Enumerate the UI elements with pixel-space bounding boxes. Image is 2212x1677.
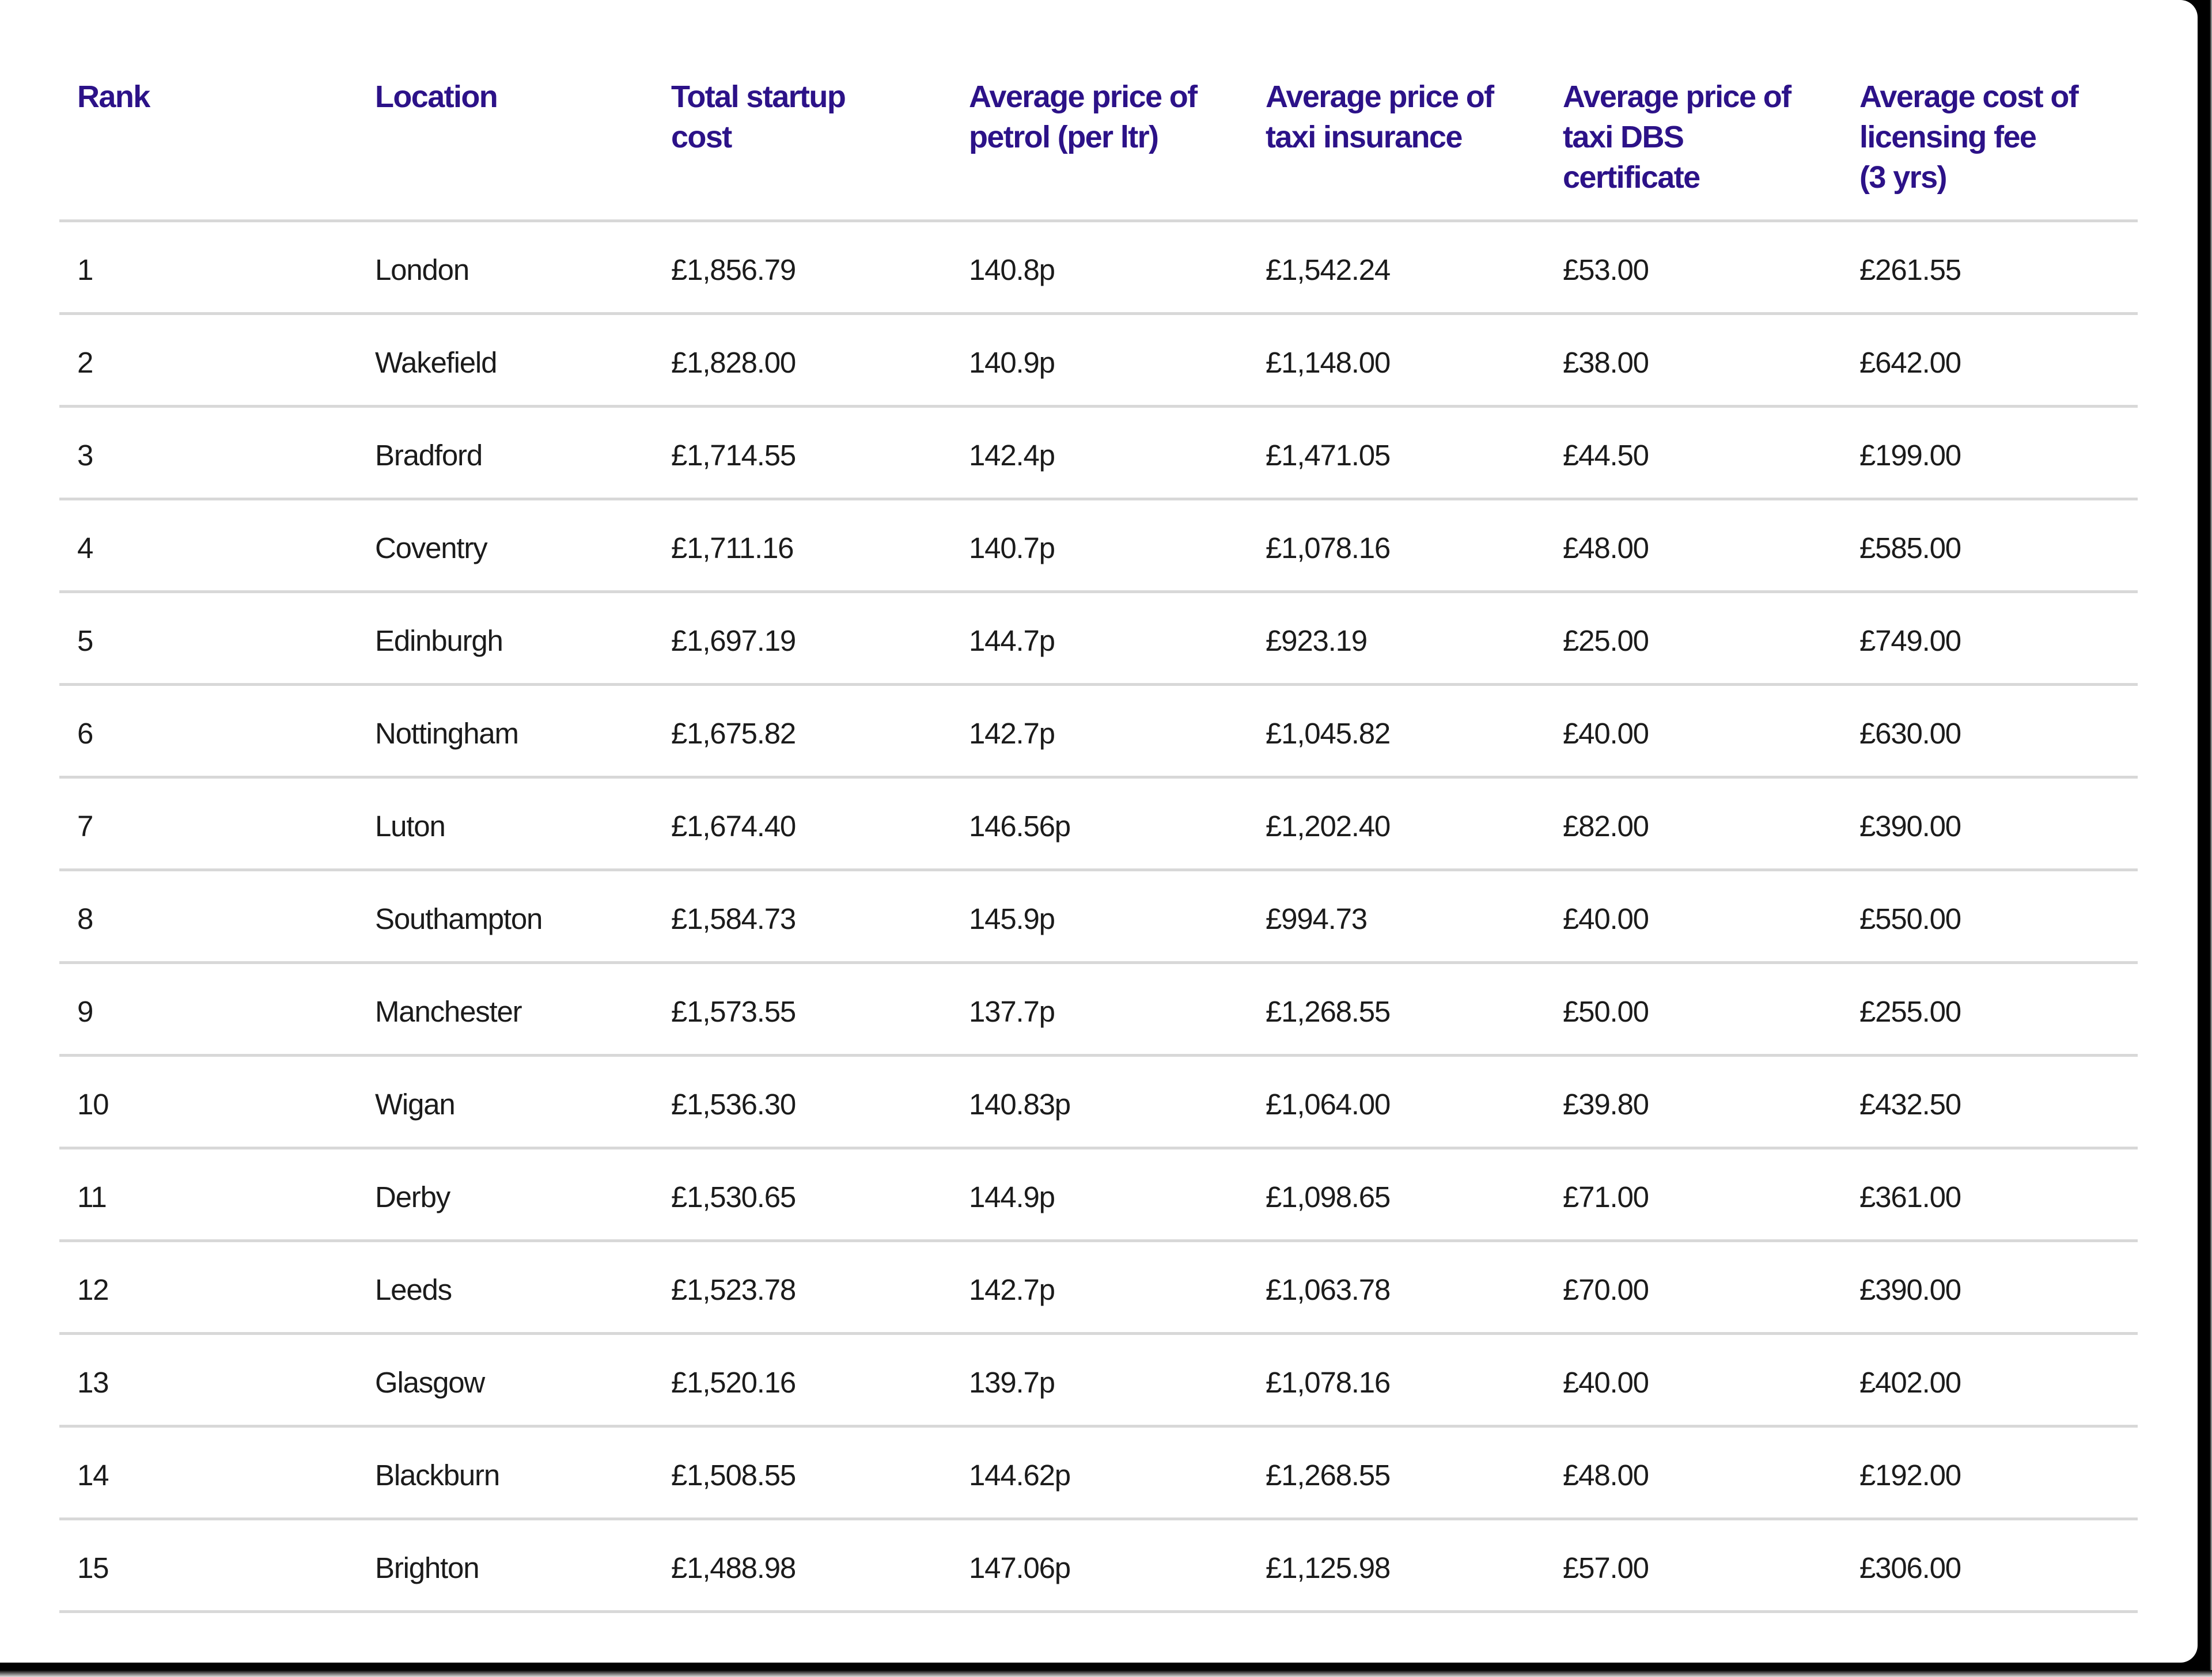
cell-location: Blackburn [375, 1459, 499, 1492]
cell-licensing-fee: £585.00 [1859, 532, 1961, 564]
cell-location: Derby [375, 1181, 450, 1213]
cell-taxi-insurance: £1,202.40 [1266, 810, 1391, 843]
cell-total-startup-cost: £1,714.55 [671, 439, 796, 472]
table-row [59, 1242, 2138, 1335]
cell-petrol-price: 137.7p [969, 995, 1055, 1028]
column-header-rank [59, 77, 356, 117]
cell-petrol-price: 140.83p [969, 1088, 1070, 1121]
cell-petrol-price: 146.56p [969, 810, 1070, 843]
cell-taxi-insurance: £1,098.65 [1266, 1181, 1391, 1213]
table-row [59, 500, 2138, 593]
table-row [59, 222, 2138, 315]
cell-petrol-price: 140.9p [969, 346, 1055, 379]
column-header-petrol-price [951, 77, 1248, 157]
cell-location: Glasgow [375, 1366, 485, 1399]
cell-petrol-price: 142.7p [969, 717, 1055, 750]
cell-rank: 4 [77, 532, 93, 564]
cell-rank: 6 [77, 717, 93, 750]
column-header-licensing-fee [1842, 77, 2138, 198]
table-row [59, 779, 2138, 871]
column-header-total-startup-cost [653, 77, 950, 157]
cell-taxi-insurance: £1,268.55 [1266, 995, 1391, 1028]
backdrop-edge-bottom [0, 1670, 2212, 1677]
cell-dbs-certificate: £39.80 [1563, 1088, 1649, 1121]
table-row [59, 1335, 2138, 1428]
column-header-line: licensing fee [1859, 120, 2036, 154]
cell-total-startup-cost: £1,697.19 [671, 624, 796, 657]
cell-licensing-fee: £630.00 [1859, 717, 1961, 750]
cell-licensing-fee: £749.00 [1859, 624, 1961, 657]
table-row [59, 1428, 2138, 1520]
cell-petrol-price: 140.7p [969, 532, 1055, 564]
cell-dbs-certificate: £44.50 [1563, 439, 1649, 472]
cell-total-startup-cost: £1,584.73 [671, 902, 796, 935]
cell-rank: 5 [77, 624, 93, 657]
cell-petrol-price: 140.8p [969, 253, 1055, 286]
cell-total-startup-cost: £1,523.78 [671, 1273, 796, 1306]
cell-licensing-fee: £550.00 [1859, 902, 1961, 935]
cell-rank: 11 [77, 1181, 107, 1213]
cell-location: Coventry [375, 532, 487, 564]
column-header-line: taxi insurance [1266, 120, 1462, 154]
cell-petrol-price: 144.7p [969, 624, 1055, 657]
cell-total-startup-cost: £1,508.55 [671, 1459, 796, 1492]
cell-dbs-certificate: £50.00 [1563, 995, 1649, 1028]
cell-rank: 2 [77, 346, 93, 379]
column-header-location [357, 77, 654, 117]
cell-location: Southampton [375, 902, 543, 935]
cell-dbs-certificate: £48.00 [1563, 532, 1649, 564]
column-header-dbs-certificate [1545, 77, 1842, 198]
cell-location: Nottingham [375, 717, 518, 750]
cell-licensing-fee: £402.00 [1859, 1366, 1961, 1399]
cell-rank: 13 [77, 1366, 109, 1399]
column-header-line: Average price of [1266, 79, 1494, 114]
column-header-line: petrol (per ltr) [969, 120, 1158, 154]
cell-taxi-insurance: £1,125.98 [1266, 1551, 1391, 1584]
cell-licensing-fee: £306.00 [1859, 1551, 1961, 1584]
table-row [59, 1520, 2138, 1613]
cell-licensing-fee: £390.00 [1859, 810, 1961, 843]
cell-petrol-price: 145.9p [969, 902, 1055, 935]
cell-location: Leeds [375, 1273, 452, 1306]
cell-total-startup-cost: £1,828.00 [671, 346, 796, 379]
cell-dbs-certificate: £70.00 [1563, 1273, 1649, 1306]
cell-location: Manchester [375, 995, 522, 1028]
column-header-line: Total startup [671, 79, 846, 114]
cell-petrol-price: 144.9p [969, 1181, 1055, 1213]
column-header-line: cost [671, 120, 732, 154]
backdrop-edge-right [2210, 0, 2212, 1677]
table-row [59, 593, 2138, 686]
cell-location: Edinburgh [375, 624, 503, 657]
cell-total-startup-cost: £1,488.98 [671, 1551, 796, 1584]
table-row [59, 871, 2138, 964]
cell-dbs-certificate: £48.00 [1563, 1459, 1649, 1492]
table-row [59, 964, 2138, 1057]
cell-licensing-fee: £199.00 [1859, 439, 1961, 472]
column-header-line: certificate [1563, 160, 1700, 195]
cell-total-startup-cost: £1,530.65 [671, 1181, 796, 1213]
cell-location: Luton [375, 810, 445, 843]
cell-taxi-insurance: £1,148.00 [1266, 346, 1391, 379]
cell-dbs-certificate: £38.00 [1563, 346, 1649, 379]
cell-licensing-fee: £192.00 [1859, 1459, 1961, 1492]
cell-licensing-fee: £261.55 [1859, 253, 1961, 286]
cell-rank: 14 [77, 1459, 109, 1492]
cell-rank: 10 [77, 1088, 109, 1121]
cell-taxi-insurance: £1,064.00 [1266, 1088, 1391, 1121]
cell-total-startup-cost: £1,536.30 [671, 1088, 796, 1121]
cell-dbs-certificate: £40.00 [1563, 717, 1649, 750]
cell-dbs-certificate: £53.00 [1563, 253, 1649, 286]
cell-dbs-certificate: £82.00 [1563, 810, 1649, 843]
column-header-line: Average cost of [1859, 79, 2078, 114]
cell-taxi-insurance: £1,063.78 [1266, 1273, 1391, 1306]
cell-total-startup-cost: £1,674.40 [671, 810, 796, 843]
cell-dbs-certificate: £40.00 [1563, 1366, 1649, 1399]
cell-taxi-insurance: £1,045.82 [1266, 717, 1391, 750]
cell-rank: 8 [77, 902, 93, 935]
cell-dbs-certificate: £25.00 [1563, 624, 1649, 657]
cell-rank: 12 [77, 1273, 109, 1306]
cell-total-startup-cost: £1,675.82 [671, 717, 796, 750]
table-row [59, 686, 2138, 779]
cell-licensing-fee: £390.00 [1859, 1273, 1961, 1306]
cell-rank: 9 [77, 995, 93, 1028]
table-row [59, 1149, 2138, 1242]
cell-rank: 7 [77, 810, 93, 843]
cell-location: Wigan [375, 1088, 455, 1121]
cell-rank: 1 [77, 253, 93, 286]
column-header-line: taxi DBS [1563, 120, 1684, 154]
table-header-row [59, 0, 2138, 222]
cell-licensing-fee: £432.50 [1859, 1088, 1961, 1121]
cell-dbs-certificate: £71.00 [1563, 1181, 1649, 1213]
cell-licensing-fee: £361.00 [1859, 1181, 1961, 1213]
column-header-line: Average price of [969, 79, 1197, 114]
cell-rank: 3 [77, 439, 93, 472]
cell-petrol-price: 139.7p [969, 1366, 1055, 1399]
cell-licensing-fee: £255.00 [1859, 995, 1961, 1028]
column-header-line: (3 yrs) [1859, 160, 1946, 195]
table-row [59, 1057, 2138, 1149]
cell-dbs-certificate: £40.00 [1563, 902, 1649, 935]
cell-location: London [375, 253, 469, 286]
cell-petrol-price: 142.4p [969, 439, 1055, 472]
cell-taxi-insurance: £1,542.24 [1266, 253, 1391, 286]
cell-petrol-price: 147.06p [969, 1551, 1070, 1584]
table-row [59, 408, 2138, 500]
cell-location: Bradford [375, 439, 483, 472]
cell-taxi-insurance: £923.19 [1266, 624, 1367, 657]
column-header-line: Rank [77, 79, 150, 114]
cell-taxi-insurance: £1,078.16 [1266, 532, 1391, 564]
cell-total-startup-cost: £1,856.79 [671, 253, 796, 286]
cell-taxi-insurance: £1,078.16 [1266, 1366, 1391, 1399]
cell-taxi-insurance: £994.73 [1266, 902, 1367, 935]
cell-total-startup-cost: £1,711.16 [671, 532, 794, 564]
column-header-line: Average price of [1563, 79, 1791, 114]
cell-petrol-price: 142.7p [969, 1273, 1055, 1306]
cell-rank: 15 [77, 1551, 109, 1584]
cell-location: Brighton [375, 1551, 479, 1584]
cell-total-startup-cost: £1,520.16 [671, 1366, 796, 1399]
column-header-taxi-insurance [1248, 77, 1544, 157]
cell-petrol-price: 144.62p [969, 1459, 1070, 1492]
column-header-line: Location [375, 79, 498, 114]
cell-total-startup-cost: £1,573.55 [671, 995, 796, 1028]
cell-dbs-certificate: £57.00 [1563, 1551, 1649, 1584]
cell-taxi-insurance: £1,471.05 [1266, 439, 1391, 472]
table-row [59, 315, 2138, 408]
cell-location: Wakefield [375, 346, 497, 379]
cell-taxi-insurance: £1,268.55 [1266, 1459, 1391, 1492]
cell-licensing-fee: £642.00 [1859, 346, 1961, 379]
